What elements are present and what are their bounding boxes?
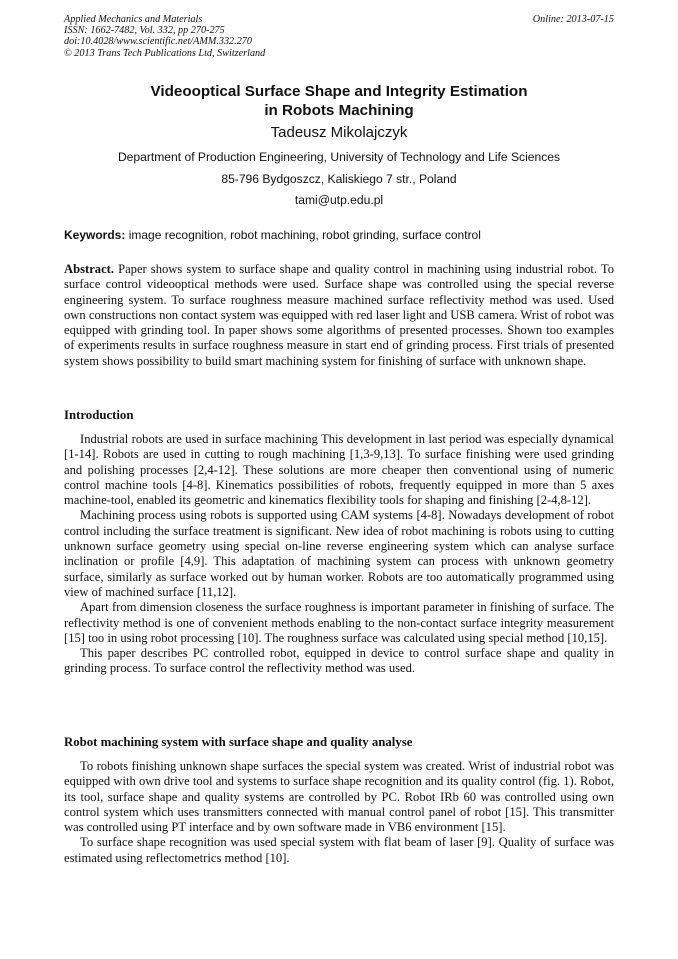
journal-name: Applied Mechanics and Materials xyxy=(64,14,203,25)
abstract-label: Abstract. xyxy=(64,262,115,276)
keywords-text: image recognition, robot machining, robot grinding, surface control xyxy=(128,228,481,242)
abstract-text: Paper shows system to surface shape and quality control in machining using industrial robot. To surface control videooptical methods were used. Surface shape was controlled using the special reverse engineering system. To surface roughness measure machined surface reflectivity method was used. Used own constructions non contact system was equipped with red laser light and USB camera. Wrist of robot was equipped with grinding tool. In paper shows some algorithms of presented processes. Shown too examples of experiments results in surface roughness measure in start end of grinding process. First trials of presented system shows possibility to build smart machining system for finishing of surface with unknown shape. xyxy=(64,262,614,368)
affiliation-department: Department of Production Engineering, University of Technology and Life Sciences xyxy=(117,150,561,164)
author-email[interactable]: tami@utp.edu.pl xyxy=(294,193,384,207)
issn-line: ISSN: 1662-7482, Vol. 332, pp 270-275 xyxy=(64,25,225,37)
section2-paragraph-1: To robots finishing unknown shape surfaces the special system was created. Wrist of industrial robot was equipped with own drive tool and systems to surface shape recognition and its quality control (fig. 1). Robot, its tool, surface shape and quality systems are controlled by PC. Robot IRb 60 was controlled using own control system which uses transmitters connected with manual control panel of robot [15]. This transmitter was controlled using PT interface and by own software made in VB6 environment [15]. xyxy=(64,759,614,835)
section2-paragraph-2: To surface shape recognition was used special system with flat beam of laser [9]. Quality of surface was estimated using reflectometrics method [10]. xyxy=(64,835,614,865)
intro-paragraph-3: Apart from dimension closeness the surface roughness is important parameter in finishing of surface. The reflectivity method is one of convenient methods enabling to the non-contact surface integrity measurement [15] too in using robot processing [10]. The roughness surface was calculated using special method [10,15]. xyxy=(64,600,614,645)
online-date: Online: 2013-07-15 xyxy=(532,14,614,25)
section2-body xyxy=(64,759,614,866)
introduction-body xyxy=(64,432,614,677)
copyright-line: © 2013 Trans Tech Publications Ltd, Switzerland xyxy=(64,47,266,59)
intro-paragraph-2: Machining process using robots is supported using CAM systems [4-8]. Nowadays development of robot control including the surface treatment is significant. New idea of robot machining is robots using to cutting unknown surface geometry using special on-line reverse engineering system which can analyse surface inclination or profile [4,9]. This adaptation of machining system can process with unknown geometry surface, similarly as surface worked out by human worker. Robots are too automatically programmed using view of machined surface [11,12]. xyxy=(64,508,614,599)
intro-paragraph-1: Industrial robots are used in surface machining This development in last period was especially dynamical [1-14]. Robots are used in cutting to rough machining [1,3-9,13]. To surface finishing were used grinding and polishing processes [2,4-12]. These solutions are more cheaper then conventional using of numeric control machine tools [4-8]. Kinematics possibilities of robots, frequently equipped in more than 5 axes machine-tool, enabled its geometric and kinematics flexibility tools for shaping and finishing [2-4,8-12]. xyxy=(64,432,614,508)
section-heading-introduction: Introduction xyxy=(64,408,134,422)
title-line-2: in Robots Machining xyxy=(264,102,414,119)
abstract xyxy=(64,262,614,369)
journal-header xyxy=(64,14,614,59)
keywords xyxy=(64,228,614,242)
affiliation-address: 85-796 Bydgoszcz, Kaliskiego 7 str., Poland xyxy=(221,172,457,186)
paper-title xyxy=(64,82,614,120)
author-name: Tadeusz Mikolajczyk xyxy=(270,124,408,141)
doi-line[interactable]: doi:10.4028/www.scientific.net/AMM.332.270 xyxy=(64,36,252,48)
keywords-label: Keywords: xyxy=(64,228,126,242)
title-line-1: Videooptical Surface Shape and Integrity Estimation xyxy=(150,83,528,100)
intro-paragraph-4: This paper describes PC controlled robot, equipped in device to control surface shape and quality in grinding process. To surface control the reflectivity method was used. xyxy=(64,646,614,676)
section-heading-robot-machining: Robot machining system with surface shape and quality analyse xyxy=(64,735,413,749)
